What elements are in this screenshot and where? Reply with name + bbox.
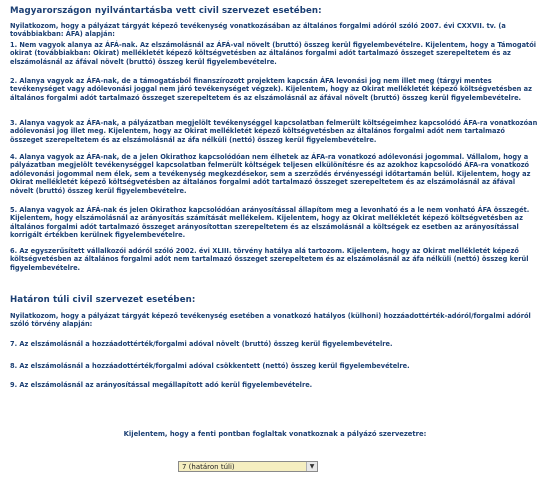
vat-option-select[interactable]: [178, 461, 318, 472]
option-2-text: 2. Alanya vagyok az ÁFA-nak, de a támogatásból finanszírozott projektem kapcsán ÁFA levonási jog nem illet meg (tárgyi mentes tevékenységet vagy adólevonási joggal nem járó tevékenységet végzek). Kijelentem, hogy az Okirat mellékletét képező költségvetésben az általános forgalmi adót tartalmazó összeget szerepeltetem és az elszámolásnál az áfával növelt (bruttó) összeg kerül figyelembevételre.: [10, 77, 532, 102]
vat-option-selected-value: 7 (határon túli): [182, 462, 235, 471]
option-8-text: 8. Az elszámolásnál a hozzáadottérték/forgalmi adóval csökkentett (nettó) összeg kerül figyelembevételre.: [10, 362, 410, 370]
section-foreign-intro: Nyilatkozom, hogy a pályázat tárgyát képező tevékenység esetében a vonatkozó hatályos (külhoni) hozzáadottérték-adóról/forgalmi adóról szóló törvény alapján:: [10, 312, 531, 329]
option-3-text: 3. Alanya vagyok az ÁFA-nak, a pályázatban megjelölt tevékenységgel kapcsolatban felmerült költségeimhez kapcsolódó ÁFA-ra vonatkozóan adólevonási jog illet meg. Kijelentem, hogy az Okirat mellékletét képező költségvetésben az általános forgalmi adót nem tartalmazó összeget szerepeltetem és az elszámolásnál az áfa nélküli (nettó) összeg kerül figyelembevételre.: [10, 119, 538, 144]
section-domestic-intro: Nyilatkozom, hogy a pályázat tárgyát képező tevékenység vonatkozásában az általános forgalmi adóról szóló 2007. évi CXXVII. tv. (a továbbiakban: ÁFA) alapján:: [10, 22, 506, 39]
option-7-text: 7. Az elszámolásnál a hozzáadottérték/forgalmi adóval növelt (bruttó) összeg kerül figyelembevételre.: [10, 340, 393, 348]
section-foreign-title: Határon túli civil szervezet esetében:: [10, 295, 196, 305]
section-domestic-title: Magyarországon nyilvántartásba vett civil szervezet esetében:: [10, 6, 322, 16]
option-6-text: 6. Az egyszerűsített vállalkozói adóról szóló 2002. évi XLIII. törvény hatálya alá tartozom. Kijelentem, hogy az Okirat mellékletét képező költségvetésben az általános forgalmi adót nem tartalmazó összeget szerepeltetem és az elszámolásnál az áfa nélküli (nettó) összeg kerül figyelembevételre.: [10, 247, 529, 272]
option-4-text: 4. Alanya vagyok az ÁFA-nak, de a jelen Okirathoz kapcsolódóan nem élhetek az ÁFA-ra vonatkozó adólevonási jogommal. Vállalom, hogy a pályázatban megjelölt tevékenységgel kapcsolatban felmerült költségek teljesen elkülönítésre és az azokhoz kapcsolódó ÁFA-ra vonatkozó adólevonási jogommal nem élek, sem a tevékenység megkezdésekor, sem a szerződés érvényességi időtartamán belül. Kijelentem, hogy az Okirat mellékletét képező költségvetésben az általános forgalmi adót tartalmazó összeget szerepeltetem és az elszámolásnál az áfával növelt (bruttó) összeg kerül figyelembevételre.: [10, 153, 531, 195]
option-5-text: 5. Alanya vagyok az ÁFÁ-nak és jelen Okirathoz kapcsolódóan arányosítással állapítom meg a levonható és a le nem vonható ÁFA összegét. Kijelentem, hogy elszámolásnál az arányosítás számítását mellékelem. Kijelentem, hogy az Okirat mellékletét képező költségvetésben az általános forgalmi adót tartalmazó összeget arányosítottan szerepeltetem és az elszámolásnál a költségek ez esetben az arányosítással korrigált értékben kerülnek figyelembevételre.: [10, 206, 530, 240]
declaration-label: Kijelentem, hogy a fenti pontban foglaltak vonatkoznak a pályázó szervezetre:: [123, 430, 427, 438]
chevron-down-icon[interactable]: ▼: [306, 462, 317, 471]
option-1-text: 1. Nem vagyok alanya az ÁFÁ-nak. Az elszámolásnál az ÁFÁ-val növelt (bruttó) összeg kerül figyelembevételre. Kijelentem, hogy a Támogatói okirat (továbbiakban: Okirat) mellékletét képező költségvetésben az általános forgalmi adót tartalmazó összeget szerepeltetem és az elszámolásnál az áfával növelt (bruttó) összeg kerül figyelembevételre.: [10, 41, 536, 66]
option-9-text: 9. Az elszámolásnál az arányosítással megállapított adó kerül figyelembevételre.: [10, 381, 313, 389]
